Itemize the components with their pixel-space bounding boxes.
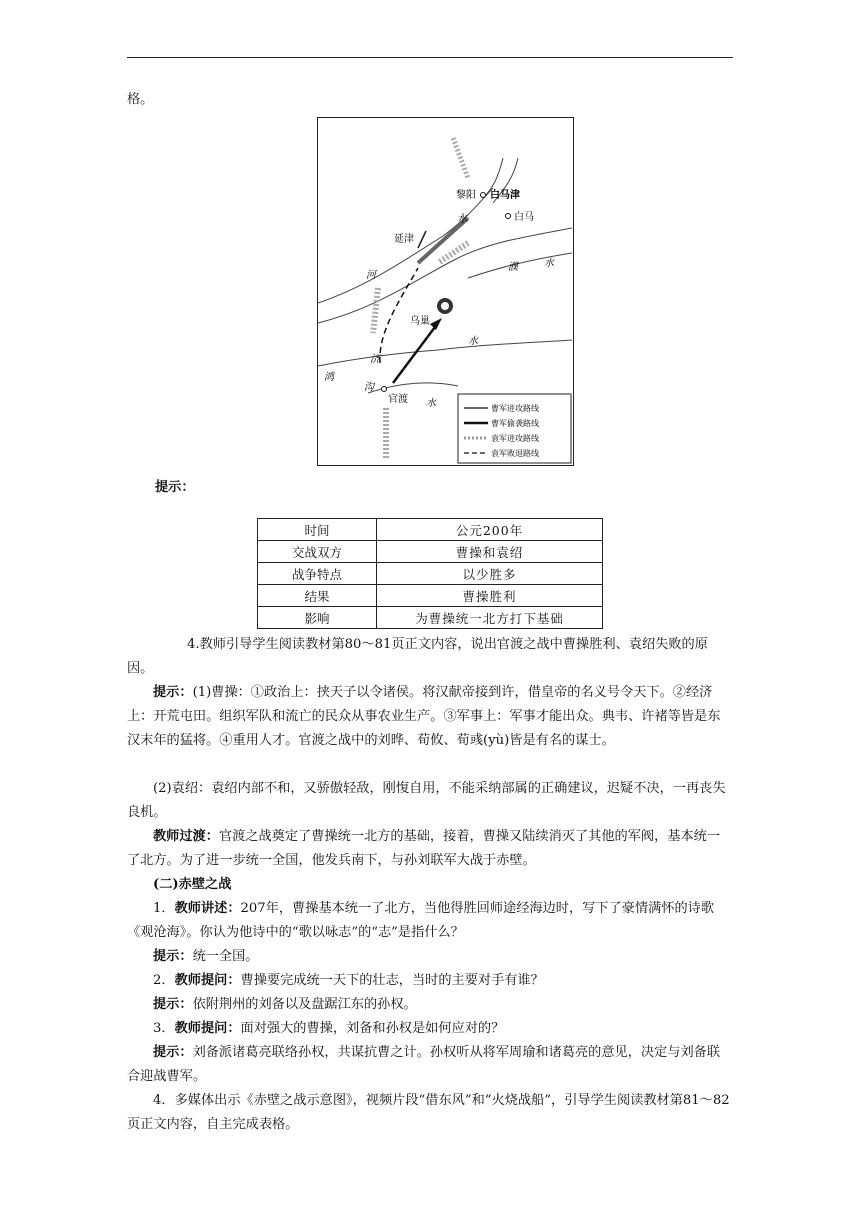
cao-sneak-arrowhead: [430, 318, 442, 330]
item-1-hint: [127, 945, 733, 969]
item-3-hint-body: 刘备派诸葛亮联络孙权，共谋抗曹之计。孙权听从将军周瑜和诸葛亮的意见，决定与刘备联合迎战曹军。: [127, 1045, 721, 1084]
transition-body: 官渡之战奠定了曹操统一北方的基础，接着，曹操又陆续消灭了其他的军阀，基本统一了北方。为了进一步统一全国，他发兵南下，与孙刘联军大战于赤壁。: [127, 829, 721, 868]
hint-label-map: 提示：: [155, 480, 195, 495]
table-value: 曹操胜利: [377, 585, 603, 607]
table-row: [258, 585, 603, 607]
label-pu: 濮: [508, 262, 518, 273]
answer-4a-body: (1)曹操：①政治上：挟天子以令诸侯。将汉献帝接到许，借皇帝的名义号令天下。②经济上：开荒屯田。组织军队和流亡的民众从事农业生产。③军事上：军事才能出众。典韦、许褚等皆是东汉末年的猛将。④重用人才。官渡之战中的刘晔、荀攸、荀彧(yù)皆是有名的谋士。: [127, 685, 721, 748]
item-3-hint: [127, 1041, 733, 1089]
label-guandu: 官渡: [388, 394, 408, 405]
table-key: 影响: [258, 607, 377, 629]
table-row: [258, 563, 603, 585]
guandu-summary-table: [257, 518, 603, 629]
yanjin-arrow: [418, 231, 426, 248]
baima-point: [506, 214, 511, 219]
yuan-attack-arrow-3: [373, 288, 378, 333]
label-baimajin: 白马津: [490, 190, 520, 201]
label-yanjin: 延津: [394, 234, 414, 245]
item-2-label: 教师提问：: [174, 973, 241, 988]
liyang-point: [481, 193, 486, 198]
yuan-attack-arrow-2: [438, 243, 468, 263]
item-2-hint-body: 依附荆州的刘备以及盘踞江东的孙权。: [192, 997, 417, 1012]
item-3: [127, 1017, 733, 1041]
label-ji: 济: [370, 354, 380, 365]
answer-4b: (2)袁绍：袁绍内部不和，又骄傲轻敌，刚愎自用，不能采纳部属的正确建议，迟疑不决，一再丧失良机。: [127, 781, 726, 820]
transition-label: 教师过渡：: [153, 829, 219, 844]
item-1-label: 教师讲述：: [174, 901, 241, 916]
item-2-hint: [127, 993, 733, 1017]
hint-label: 提示：: [153, 685, 193, 700]
label-shui-3: 水: [468, 336, 478, 347]
label-liyang: 黎阳: [456, 190, 476, 201]
legend-yuan-attack: 袁军进攻路线: [491, 434, 539, 443]
table-value: 曹操和袁绍: [377, 541, 603, 563]
table-key: 交战双方: [258, 541, 377, 563]
table-row: [258, 607, 603, 629]
table-key: 战争特点: [258, 563, 377, 585]
label-gou: 沟: [364, 382, 374, 393]
answer-4a: [127, 681, 733, 753]
section-title: (二)赤壁之战: [153, 877, 232, 892]
hint-label: 提示：: [153, 1045, 193, 1060]
item-3-label: 教师提问：: [174, 1021, 241, 1036]
table-row: [258, 541, 603, 563]
item-1-hint-body: 统一全国。: [192, 949, 259, 964]
item-2: [127, 969, 733, 993]
top-fragment: 格。: [127, 92, 154, 107]
table-key: 结果: [258, 585, 377, 607]
yellow-river-north-bank: [318, 188, 493, 303]
item-1-body: 207年，曹操基本统一了北方，当他得胜回师途经海边时，写下了豪情满怀的诗歌《观沧海》。你认为他诗中的“歌以咏志”的“志”是指什么？: [127, 901, 715, 940]
hint-label: 提示：: [153, 949, 193, 964]
item-2-body: 曹操要完成统一天下的壮志，当时的主要对手有谁？: [240, 973, 544, 988]
item-4: 4．多媒体出示《赤壁之战示意图》，视频片段“借东风”和“火烧战船”，引导学生阅读教材第81～82页正文内容，自主完成表格。: [127, 1093, 730, 1132]
pu-river: [468, 253, 572, 278]
table-value: 公元200年: [377, 519, 603, 541]
header-rule: [127, 57, 733, 58]
battle-map: [317, 117, 574, 466]
table-key: 时间: [258, 519, 377, 541]
item-1: [127, 897, 733, 945]
item-3-body: 面对强大的曹操，刘备和孙权是如何应对的？: [240, 1021, 505, 1036]
label-he: 河: [366, 270, 376, 281]
hint-label: 提示：: [153, 997, 193, 1012]
item-3-num: 3．: [153, 1021, 175, 1036]
label-hong: 鸿: [324, 372, 334, 383]
yuan-attack-arrow-1: [453, 138, 468, 178]
legend-cao-sneak: 曹军偷袭路线: [491, 419, 539, 428]
guandu-point: [382, 387, 387, 392]
cao-sneak-route: [393, 323, 438, 383]
table-row: [258, 519, 603, 541]
label-shui-4: 水: [426, 398, 436, 409]
label-shui-2: 水: [544, 258, 554, 269]
table-value: 为曹操统一北方打下基础: [377, 607, 603, 629]
question-4: 4.教师引导学生阅读教材第80～81页正文内容，说出官渡之战中曹操胜利、袁绍失败的原因。: [127, 637, 708, 676]
item-1-num: 1．: [153, 901, 175, 916]
label-baima: 白马: [514, 212, 534, 223]
item-2-num: 2．: [153, 973, 175, 988]
label-wuchao: 乌巢: [410, 316, 430, 327]
label-shui-1: 水: [458, 214, 468, 225]
ji-river: [318, 340, 572, 366]
battle-map-svg: [318, 118, 572, 464]
table-value: 以少胜多: [377, 563, 603, 585]
teacher-transition: [127, 825, 733, 873]
legend-cao-attack: 曹军进攻路线: [491, 404, 539, 413]
legend-yuan-retreat: 袁军败退路线: [491, 449, 539, 458]
